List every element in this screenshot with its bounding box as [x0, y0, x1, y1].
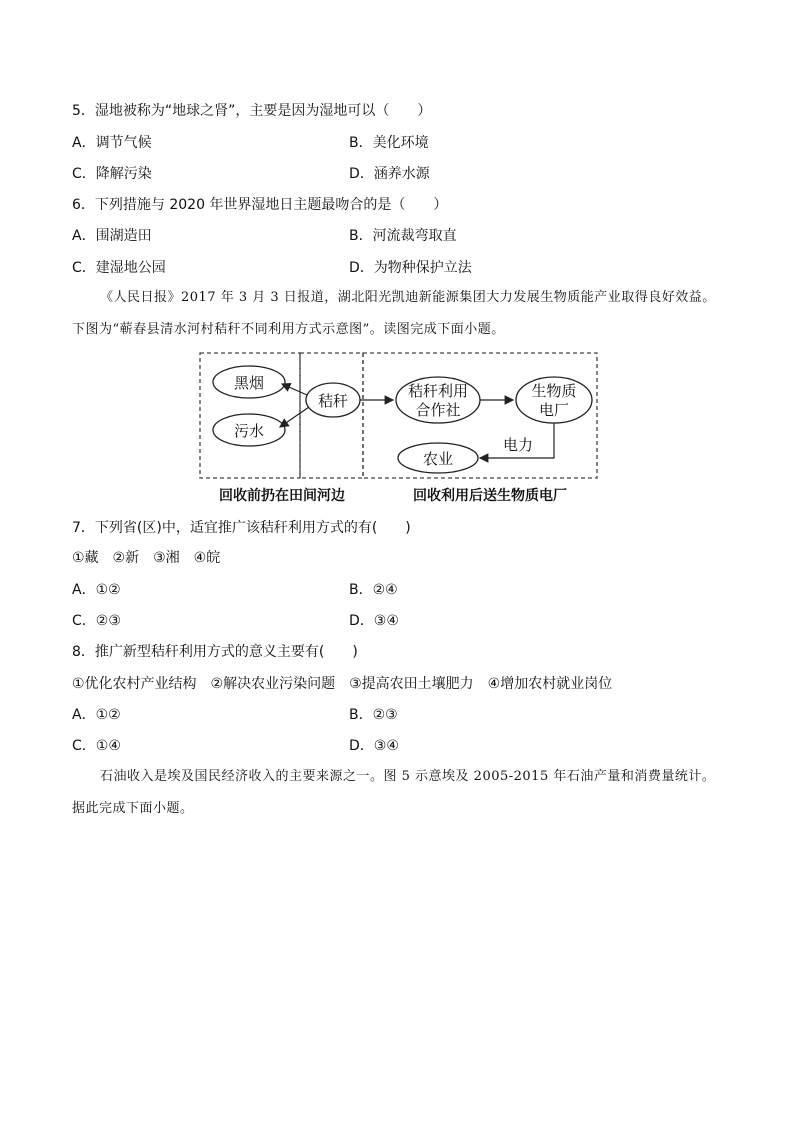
- q5-stem: 5．湿地被称为“地球之肾”，主要是因为湿地可以（ ）: [72, 103, 432, 119]
- passage1-line1: 《人民日报》2017 年 3 月 3 日报道，湖北阳光凯迪新能源集团大力发展生物质能产业取得良好效益。: [100, 290, 716, 305]
- node-coop-label-1: 秸秆利用: [407, 382, 469, 400]
- passage2-line2: 据此完成下面小题。: [72, 801, 194, 816]
- q8-option-c: C．①④: [72, 738, 121, 754]
- passage1-line2: 下图为“蕲春县清水河村秸秆不同利用方式示意图”。读图完成下面小题。: [72, 322, 505, 337]
- straw-usage-diagram: [198, 350, 600, 508]
- q7-items: ①藏 ②新 ③湘 ④皖: [72, 550, 221, 566]
- q8-items: ①优化农村产业结构 ②解决农业污染问题 ③提高农田土壤肥力 ④增加农村就业岗位: [72, 676, 613, 692]
- arrow-straw-to-smoke: [282, 384, 307, 395]
- node-smoke-label: 黑烟: [233, 374, 265, 392]
- q5-option-d: D．涵养水源: [349, 166, 430, 182]
- q7-option-a: A．①②: [72, 582, 121, 598]
- q6-stem: 6．下列措施与 2020 年世界湿地日主题最吻合的是（ ）: [72, 197, 448, 213]
- q8-stem: 8．推广新型秸秆利用方式的意义主要有( ): [72, 644, 358, 660]
- caption-before: 回收前扔在田间河边: [219, 488, 345, 504]
- q6-option-a: A．围湖造田: [72, 228, 152, 244]
- q5-option-c: C．降解污染: [72, 166, 152, 182]
- node-plant-label-1: 生物质: [531, 382, 577, 400]
- node-sewage-label: 污水: [233, 422, 265, 440]
- q8-option-a: A．①②: [72, 707, 121, 723]
- q6-option-d: D．为物种保护立法: [349, 260, 472, 276]
- caption-after: 回收利用后送生物质电厂: [413, 488, 567, 504]
- q5-option-a: A．调节气候: [72, 135, 152, 151]
- q5-option-b: B．美化环境: [349, 135, 429, 151]
- label-power: 电力: [502, 436, 534, 454]
- arrow-straw-to-sewage: [280, 407, 309, 427]
- q6-option-c: C．建湿地公园: [72, 260, 166, 276]
- q8-option-d: D．③④: [349, 738, 399, 754]
- node-straw-label: 秸秆: [317, 392, 349, 410]
- q7-stem: 7．下列省(区)中，适宜推广该秸秆利用方式的有( ): [72, 520, 411, 536]
- node-plant-label-2: 电厂: [538, 401, 570, 419]
- passage2-line1: 石油收入是埃及国民经济收入的主要来源之一。图 5 示意埃及 2005-2015 年石油产量和消费量统计。: [100, 769, 716, 784]
- q8-option-b: B．②③: [349, 707, 398, 723]
- q6-option-b: B．河流裁弯取直: [349, 228, 457, 244]
- q7-option-c: C．②③: [72, 613, 121, 629]
- node-agri-label: 农业: [422, 450, 454, 468]
- q7-option-d: D．③④: [349, 613, 399, 629]
- q7-option-b: B．②④: [349, 582, 398, 598]
- node-coop-label-2: 合作社: [415, 401, 461, 419]
